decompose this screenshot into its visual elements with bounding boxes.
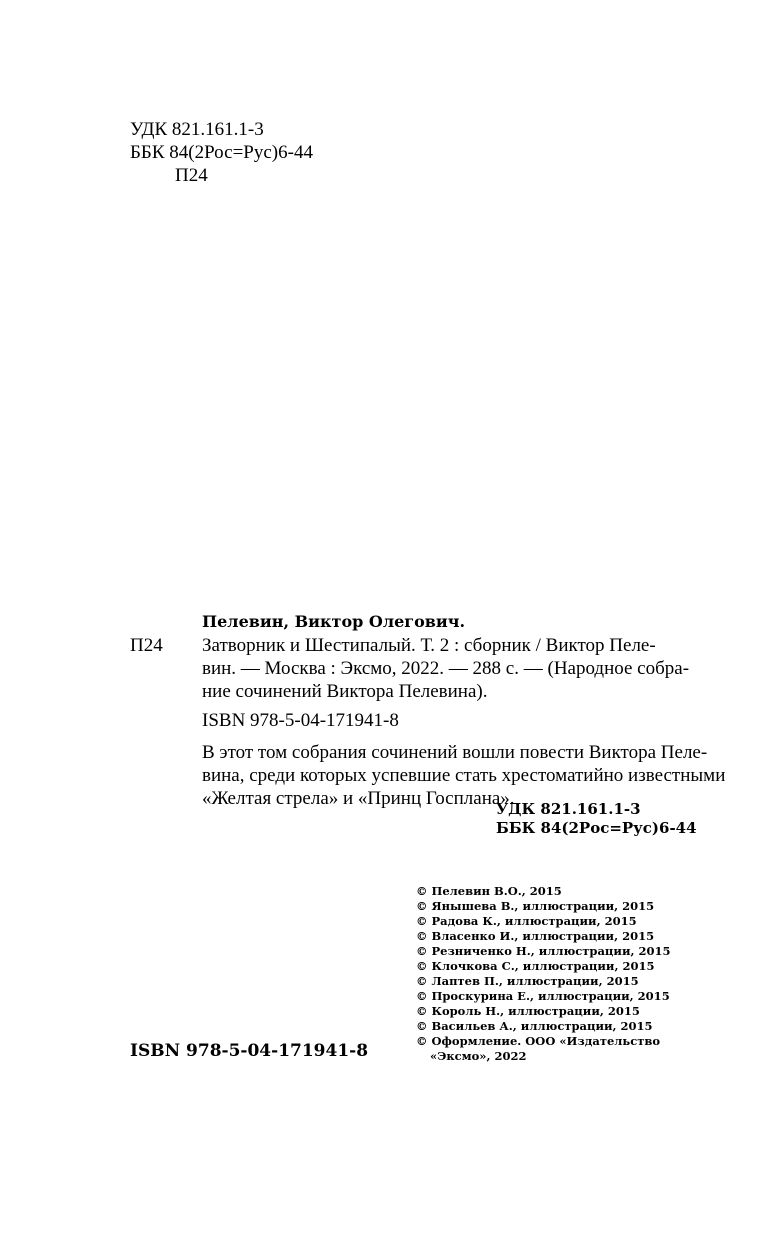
- description-line: Затворник и Шестипалый. Т. 2 : сборник / Виктор Пеле-: [202, 635, 656, 656]
- copyright-line: © Король Н., иллюстрации, 2015: [416, 1004, 640, 1018]
- copyright-line: «Эксмо», 2022: [430, 1049, 527, 1063]
- annotation-line: В этот том собрания сочинений вошли повести Виктора Пеле-: [202, 742, 708, 763]
- main-isbn: ISBN 978-5-04-171941-8: [130, 1041, 369, 1061]
- copyright-line: © Пелевин В.О., 2015: [416, 884, 562, 898]
- copyright-line: © Радова К., иллюстрации, 2015: [416, 914, 637, 928]
- bibliographic-description: [202, 634, 692, 703]
- top-classification: [130, 118, 313, 187]
- copyright-line: © Власенко И., иллюстрации, 2015: [416, 929, 655, 943]
- copyright-line: © Янышева В., иллюстрации, 2015: [416, 899, 655, 913]
- copyright-line: © Резниченко Н., иллюстрации, 2015: [416, 944, 671, 958]
- description-line: вин. — Москва : Эксмо, 2022. — 288 с. — (Народное собра-: [202, 658, 690, 679]
- copyright-line: © Оформление. ООО «Издательство: [416, 1034, 660, 1048]
- annotation-classification: [496, 800, 697, 838]
- copyright-line: © Клочкова С., иллюстрации, 2015: [416, 959, 655, 973]
- bbk-code: ББК 84(2Рос=Рус)6-44: [130, 142, 313, 163]
- record-author-mark: П24: [130, 635, 163, 656]
- copyright-line: © Васильев А., иллюстрации, 2015: [416, 1019, 653, 1033]
- author-heading: Пелевин, Виктор Олегович.: [202, 612, 466, 631]
- copyright-line: © Лаптев П., иллюстрации, 2015: [416, 974, 639, 988]
- copyright-list: [416, 884, 671, 1064]
- annotation-line: «Желтая стрела» и «Принц Госплана».: [202, 788, 515, 809]
- author-mark: П24: [175, 165, 208, 186]
- description-line: ние сочинений Виктора Пелевина).: [202, 681, 488, 702]
- udk-code: УДК 821.161.1-3: [496, 800, 641, 818]
- udk-code: УДК 821.161.1-3: [130, 119, 264, 140]
- annotation-line: вина, среди которых успевшие стать хрестоматийно известными: [202, 765, 726, 786]
- copyright-line: © Проскурина Е., иллюстрации, 2015: [416, 989, 670, 1003]
- record-isbn: ISBN 978-5-04-171941-8: [202, 710, 399, 731]
- bbk-code: ББК 84(2Рос=Рус)6-44: [496, 819, 697, 837]
